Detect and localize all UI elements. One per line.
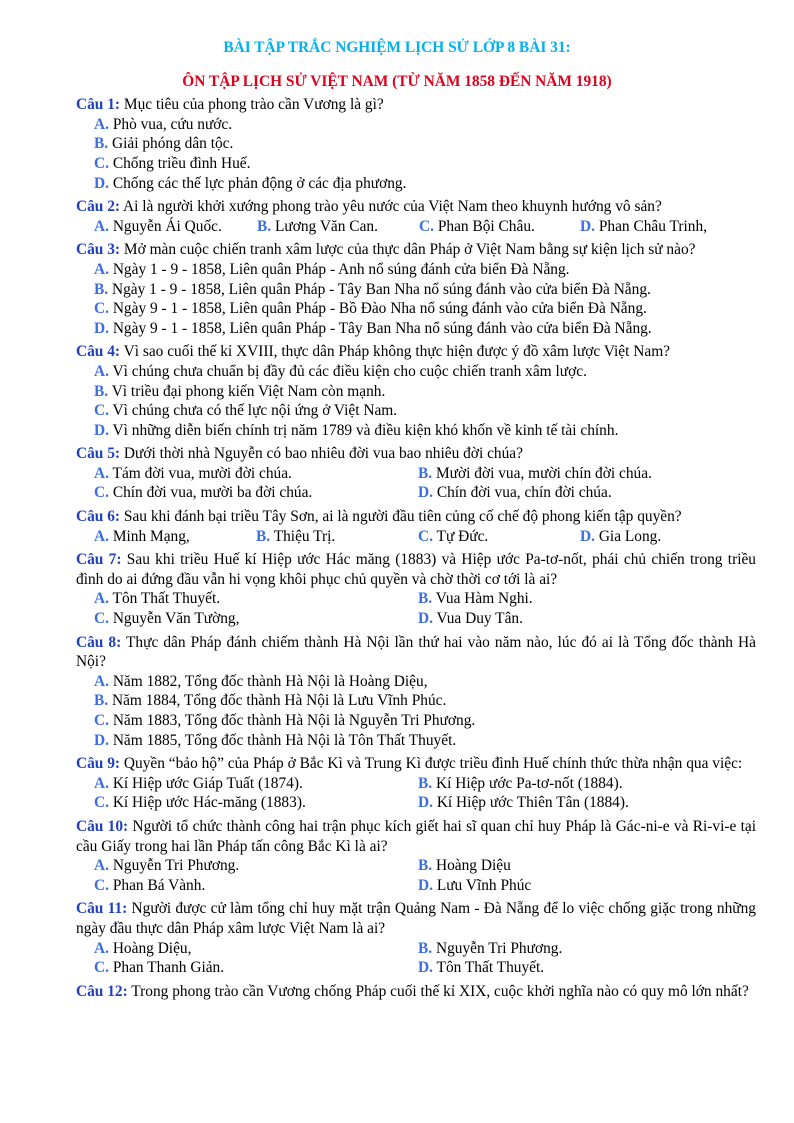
option-letter: C. <box>94 154 109 172</box>
option-b <box>418 589 756 609</box>
option-d <box>580 527 661 547</box>
option-a <box>94 362 756 382</box>
options-5 <box>76 464 756 503</box>
option-b <box>94 280 756 300</box>
options-9 <box>76 774 756 813</box>
option-letter: D. <box>418 794 433 812</box>
option-letter: C. <box>419 217 434 235</box>
option-text: Năm 1883, Tổng đốc thành Hà Nội là Nguyễn Tri Phương. <box>108 712 476 729</box>
option-letter: B. <box>257 217 272 235</box>
option-letter: C. <box>94 712 109 729</box>
option-c <box>94 401 756 421</box>
option-text: Ngày 1 - 9 - 1858, Liên quân Pháp - Tây Ban Nha nổ súng đánh vào cửa biển Đà Nẵng. <box>108 280 651 298</box>
option-text: Tám đời vua, mười đời chúa. <box>108 464 292 482</box>
option-b <box>418 774 756 794</box>
option-b <box>256 527 418 547</box>
option-letter: D. <box>580 217 595 235</box>
option-text: Tự Đức. <box>432 527 489 545</box>
options-11 <box>76 939 756 978</box>
option-text: Hoàng Diệu, <box>108 939 192 957</box>
option-text: Lương Văn Can. <box>271 217 378 235</box>
option-a <box>94 939 418 959</box>
option-text: Ngày 1 - 9 - 1858, Liên quân Pháp - Anh nổ súng đánh cửa biển Đà Nẵng. <box>108 260 570 278</box>
question-label: Câu 3: <box>76 241 121 259</box>
option-d <box>418 793 756 813</box>
question-7 <box>76 550 756 589</box>
option-text: Mười đời vua, mười chín đời chúa. <box>432 464 652 482</box>
question-text: Thực dân Pháp đánh chiếm thành Hà Nội lần thứ hai vào năm nào, lúc đó ai là Tổng đốc thành Hà Nội? <box>76 633 756 671</box>
option-letter: D. <box>94 731 109 749</box>
option-letter: A. <box>94 464 109 482</box>
option-c <box>94 876 418 896</box>
question-4 <box>76 342 756 362</box>
option-text: Nguyễn Tri Phương. <box>108 857 240 875</box>
option-letter: C. <box>418 527 433 545</box>
option-a <box>94 217 257 237</box>
option-letter: C. <box>94 959 109 977</box>
option-d <box>418 609 756 629</box>
options-10 <box>76 856 756 895</box>
option-text: Vì những diễn biến chính trị năm 1789 và điều kiện khó khốn về kinh tế tài chính. <box>108 421 619 439</box>
option-letter: B. <box>418 939 433 957</box>
option-c <box>94 711 756 731</box>
option-text: Tôn Thất Thuyết. <box>432 959 545 977</box>
question-12 <box>76 982 756 1002</box>
option-a <box>94 464 418 484</box>
option-text: Vua Duy Tân. <box>432 610 523 628</box>
option-letter: D. <box>580 527 595 545</box>
option-a <box>94 260 756 280</box>
option-letter: B. <box>256 527 271 545</box>
option-a <box>94 774 418 794</box>
options-4 <box>76 362 756 440</box>
question-label: Câu 6: <box>76 508 121 526</box>
options-6 <box>76 527 756 547</box>
option-b <box>418 939 756 959</box>
question-1 <box>76 95 756 115</box>
option-letter: D. <box>418 959 433 977</box>
options-1 <box>76 115 756 193</box>
question-9 <box>76 754 756 774</box>
question-label: Câu 1: <box>76 96 121 114</box>
question-text: Người tổ chức thành công hai trận phục kích giết hai sĩ quan chỉ huy Pháp là Gác-ni-e và Ri-vi-e tại cầu Giấy trong hai lần Pháp tấn công Bắc Kì là ai? <box>76 817 757 855</box>
option-c <box>94 154 756 174</box>
option-text: Chống triều đình Huế. <box>108 154 251 172</box>
option-letter: B. <box>94 280 109 298</box>
option-text: Tôn Thất Thuyết. <box>108 590 221 608</box>
options-3 <box>76 260 756 338</box>
option-c <box>419 217 580 237</box>
option-d <box>94 421 756 441</box>
option-text: Kí Hiệp ước Pa-tơ-nốt (1884). <box>432 774 623 792</box>
option-letter: B. <box>418 590 433 608</box>
option-text: Hoàng Diệu <box>432 857 511 875</box>
option-letter: C. <box>94 484 109 502</box>
option-text: Minh Mạng, <box>108 527 190 545</box>
question-2 <box>76 197 756 217</box>
option-text: Năm 1885, Tổng đốc thành Hà Nội là Tôn Thất Thuyết. <box>108 731 457 749</box>
option-text: Ngày 9 - 1 - 1858, Liên quân Pháp - Bồ Đào Nha nổ súng đánh vào cửa biển Đà Nẵng. <box>108 300 647 318</box>
option-letter: D. <box>94 421 109 439</box>
option-a <box>94 115 756 135</box>
question-text: Trong phong trào cần Vương chống Pháp cuối thế kỉ XIX, cuộc khởi nghĩa nào có quy mô lớn nhất? <box>127 982 749 1000</box>
option-text: Phò vua, cứu nước. <box>108 115 233 133</box>
option-letter: A. <box>94 115 109 133</box>
option-letter: D. <box>94 319 109 337</box>
option-b <box>418 464 756 484</box>
option-text: Phan Bá Vành. <box>108 876 206 894</box>
question-10 <box>76 817 756 856</box>
option-letter: A. <box>94 590 109 608</box>
option-letter: C. <box>94 794 109 812</box>
question-text: Người được cử làm tổng chỉ huy mặt trận Quảng Nam - Đà Nẵng để lo việc chống giặc trong những ngày đầu thực dân Pháp xâm lược Việt Nam là ai? <box>76 900 756 937</box>
options-2 <box>76 217 756 237</box>
option-letter: C. <box>94 876 109 894</box>
option-b <box>418 856 756 876</box>
question-text: Vì sao cuối thế kỉ XVIII, thực dân Pháp không thực hiện được ý đồ xâm lược Việt Nam? <box>120 343 670 361</box>
options-7 <box>76 589 756 628</box>
question-8 <box>76 633 756 672</box>
question-6 <box>76 507 756 527</box>
option-c <box>94 609 418 629</box>
option-text: Giải phóng dân tộc. <box>108 135 234 153</box>
option-d <box>94 174 756 194</box>
question-label: Câu 8: <box>76 633 122 651</box>
question-text: Dưới thời nhà Nguyễn có bao nhiêu đời vua bao nhiêu đời chúa? <box>120 445 523 463</box>
option-text: Nguyễn Văn Tường, <box>108 610 240 628</box>
option-letter: C. <box>94 610 109 628</box>
question-11 <box>76 899 756 938</box>
question-text: Sau khi triều Huế kí Hiệp ước Hác măng (1883) và Hiệp ước Pa-tơ-nốt, phái chủ chiến trong triều đình do ai đứng đầu vẫn hi vọng khôi phục chủ quyền và chờ thời cơ tới là ai? <box>76 551 757 588</box>
option-text: Nguyễn Ái Quốc. <box>108 217 222 235</box>
worksheet-subtitle: ÔN TẬP LỊCH SỬ VIỆT NAM (TỪ NĂM 1858 ĐẾN NĂM 1918) <box>182 72 612 90</box>
option-c <box>94 958 418 978</box>
option-text: Gia Long. <box>594 527 662 545</box>
option-d <box>418 876 756 896</box>
option-c <box>94 483 418 503</box>
option-text: Vua Hàm Nghi. <box>432 590 533 608</box>
option-a <box>94 589 418 609</box>
option-text: Lưu Vĩnh Phúc <box>432 876 532 894</box>
option-letter: B. <box>94 382 109 400</box>
options-8 <box>76 672 756 750</box>
option-letter: D. <box>94 174 109 192</box>
option-d <box>418 483 756 503</box>
option-text: Năm 1884, Tổng đốc thành Hà Nội là Lưu Vĩnh Phúc. <box>108 692 447 710</box>
option-b <box>94 134 756 154</box>
question-label: Câu 12: <box>76 982 128 1000</box>
option-letter: A. <box>94 527 109 545</box>
option-a <box>94 856 418 876</box>
question-text: Mục tiêu của phong trào cần Vương là gì? <box>120 96 384 114</box>
option-b <box>257 217 419 237</box>
option-text: Phan Châu Trinh, <box>594 217 708 235</box>
option-letter: D. <box>418 484 433 502</box>
option-text: Nguyễn Tri Phương. <box>432 939 563 957</box>
option-letter: C. <box>94 402 109 420</box>
option-text: Kí Hiệp ước Hác-măng (1883). <box>108 794 306 812</box>
option-letter: B. <box>94 135 109 153</box>
option-letter: B. <box>418 857 433 875</box>
question-label: Câu 11: <box>76 900 128 918</box>
question-label: Câu 10: <box>76 817 129 835</box>
option-text: Ngày 9 - 1 - 1858, Liên quân Pháp - Tây Ban Nha nổ súng đánh vào cửa biển Đà Nẵng. <box>108 319 652 337</box>
question-3 <box>76 240 756 260</box>
question-text: Sau khi đánh bại triều Tây Sơn, ai là người đầu tiên củng cố chế độ phong kiến tập quyền? <box>120 508 682 526</box>
option-text: Vì chúng chưa có thế lực nội ứng ở Việt Nam. <box>108 402 398 420</box>
option-a <box>94 672 756 692</box>
option-c <box>418 527 580 547</box>
option-text: Vì triều đại phong kiến Việt Nam còn mạnh. <box>108 382 386 400</box>
option-letter: A. <box>94 260 109 278</box>
option-text: Vì chúng chưa chuẩn bị đầy đủ các điều kiện cho cuộc chiến tranh xâm lược. <box>108 362 587 380</box>
option-letter: D. <box>418 610 433 628</box>
option-text: Năm 1882, Tổng đốc thành Hà Nội là Hoàng Diệu, <box>108 672 428 690</box>
option-text: Chín đời vua, mười ba đời chúa. <box>108 484 313 502</box>
option-text: Kí Hiệp ước Thiên Tân (1884). <box>432 794 629 812</box>
option-text: Chống các thế lực phản động ở các địa phương. <box>108 174 407 192</box>
option-text: Chín đời vua, chín đời chúa. <box>432 484 612 502</box>
option-letter: A. <box>94 672 109 690</box>
option-letter: C. <box>94 300 109 318</box>
question-5 <box>76 444 756 464</box>
question-label: Câu 9: <box>76 755 121 773</box>
option-text: Phan Bội Châu. <box>433 217 535 235</box>
option-letter: D. <box>418 876 433 894</box>
option-letter: B. <box>94 692 109 710</box>
option-text: Thiệu Trị. <box>270 527 336 545</box>
option-letter: A. <box>94 939 109 957</box>
option-c <box>94 299 756 319</box>
question-label: Câu 5: <box>76 445 121 463</box>
option-letter: B. <box>418 774 433 792</box>
question-text: Ai là người khởi xướng phong trào yêu nước của Việt Nam theo khuynh hướng vô sản? <box>120 198 662 216</box>
option-letter: A. <box>94 774 109 792</box>
option-letter: A. <box>94 362 109 380</box>
option-b <box>94 691 756 711</box>
option-d <box>94 319 756 339</box>
question-label: Câu 2: <box>76 198 121 216</box>
worksheet-title: BÀI TẬP TRẮC NGHIỆM LỊCH SỬ LỚP 8 BÀI 31: <box>223 39 571 56</box>
option-letter: B. <box>418 464 433 482</box>
option-letter: A. <box>94 217 109 235</box>
question-label: Câu 7: <box>76 551 122 569</box>
question-label: Câu 4: <box>76 343 121 361</box>
option-d <box>418 958 756 978</box>
option-d <box>580 217 707 237</box>
option-text: Kí Hiệp ước Giáp Tuất (1874). <box>108 774 303 792</box>
option-c <box>94 793 418 813</box>
option-letter: A. <box>94 857 109 875</box>
question-text: Quyền “bảo hộ” của Pháp ở Bắc Kì và Trung Kì được triều đình Huế chính thức thừa nhận qua việc: <box>120 755 743 773</box>
option-a <box>94 527 256 547</box>
option-b <box>94 382 756 402</box>
option-text: Phan Thanh Giản. <box>108 959 225 977</box>
question-text: Mở màn cuộc chiến tranh xâm lược của thực dân Pháp ở Việt Nam bằng sự kiện lịch sử nào? <box>120 241 696 259</box>
option-d <box>94 731 756 751</box>
